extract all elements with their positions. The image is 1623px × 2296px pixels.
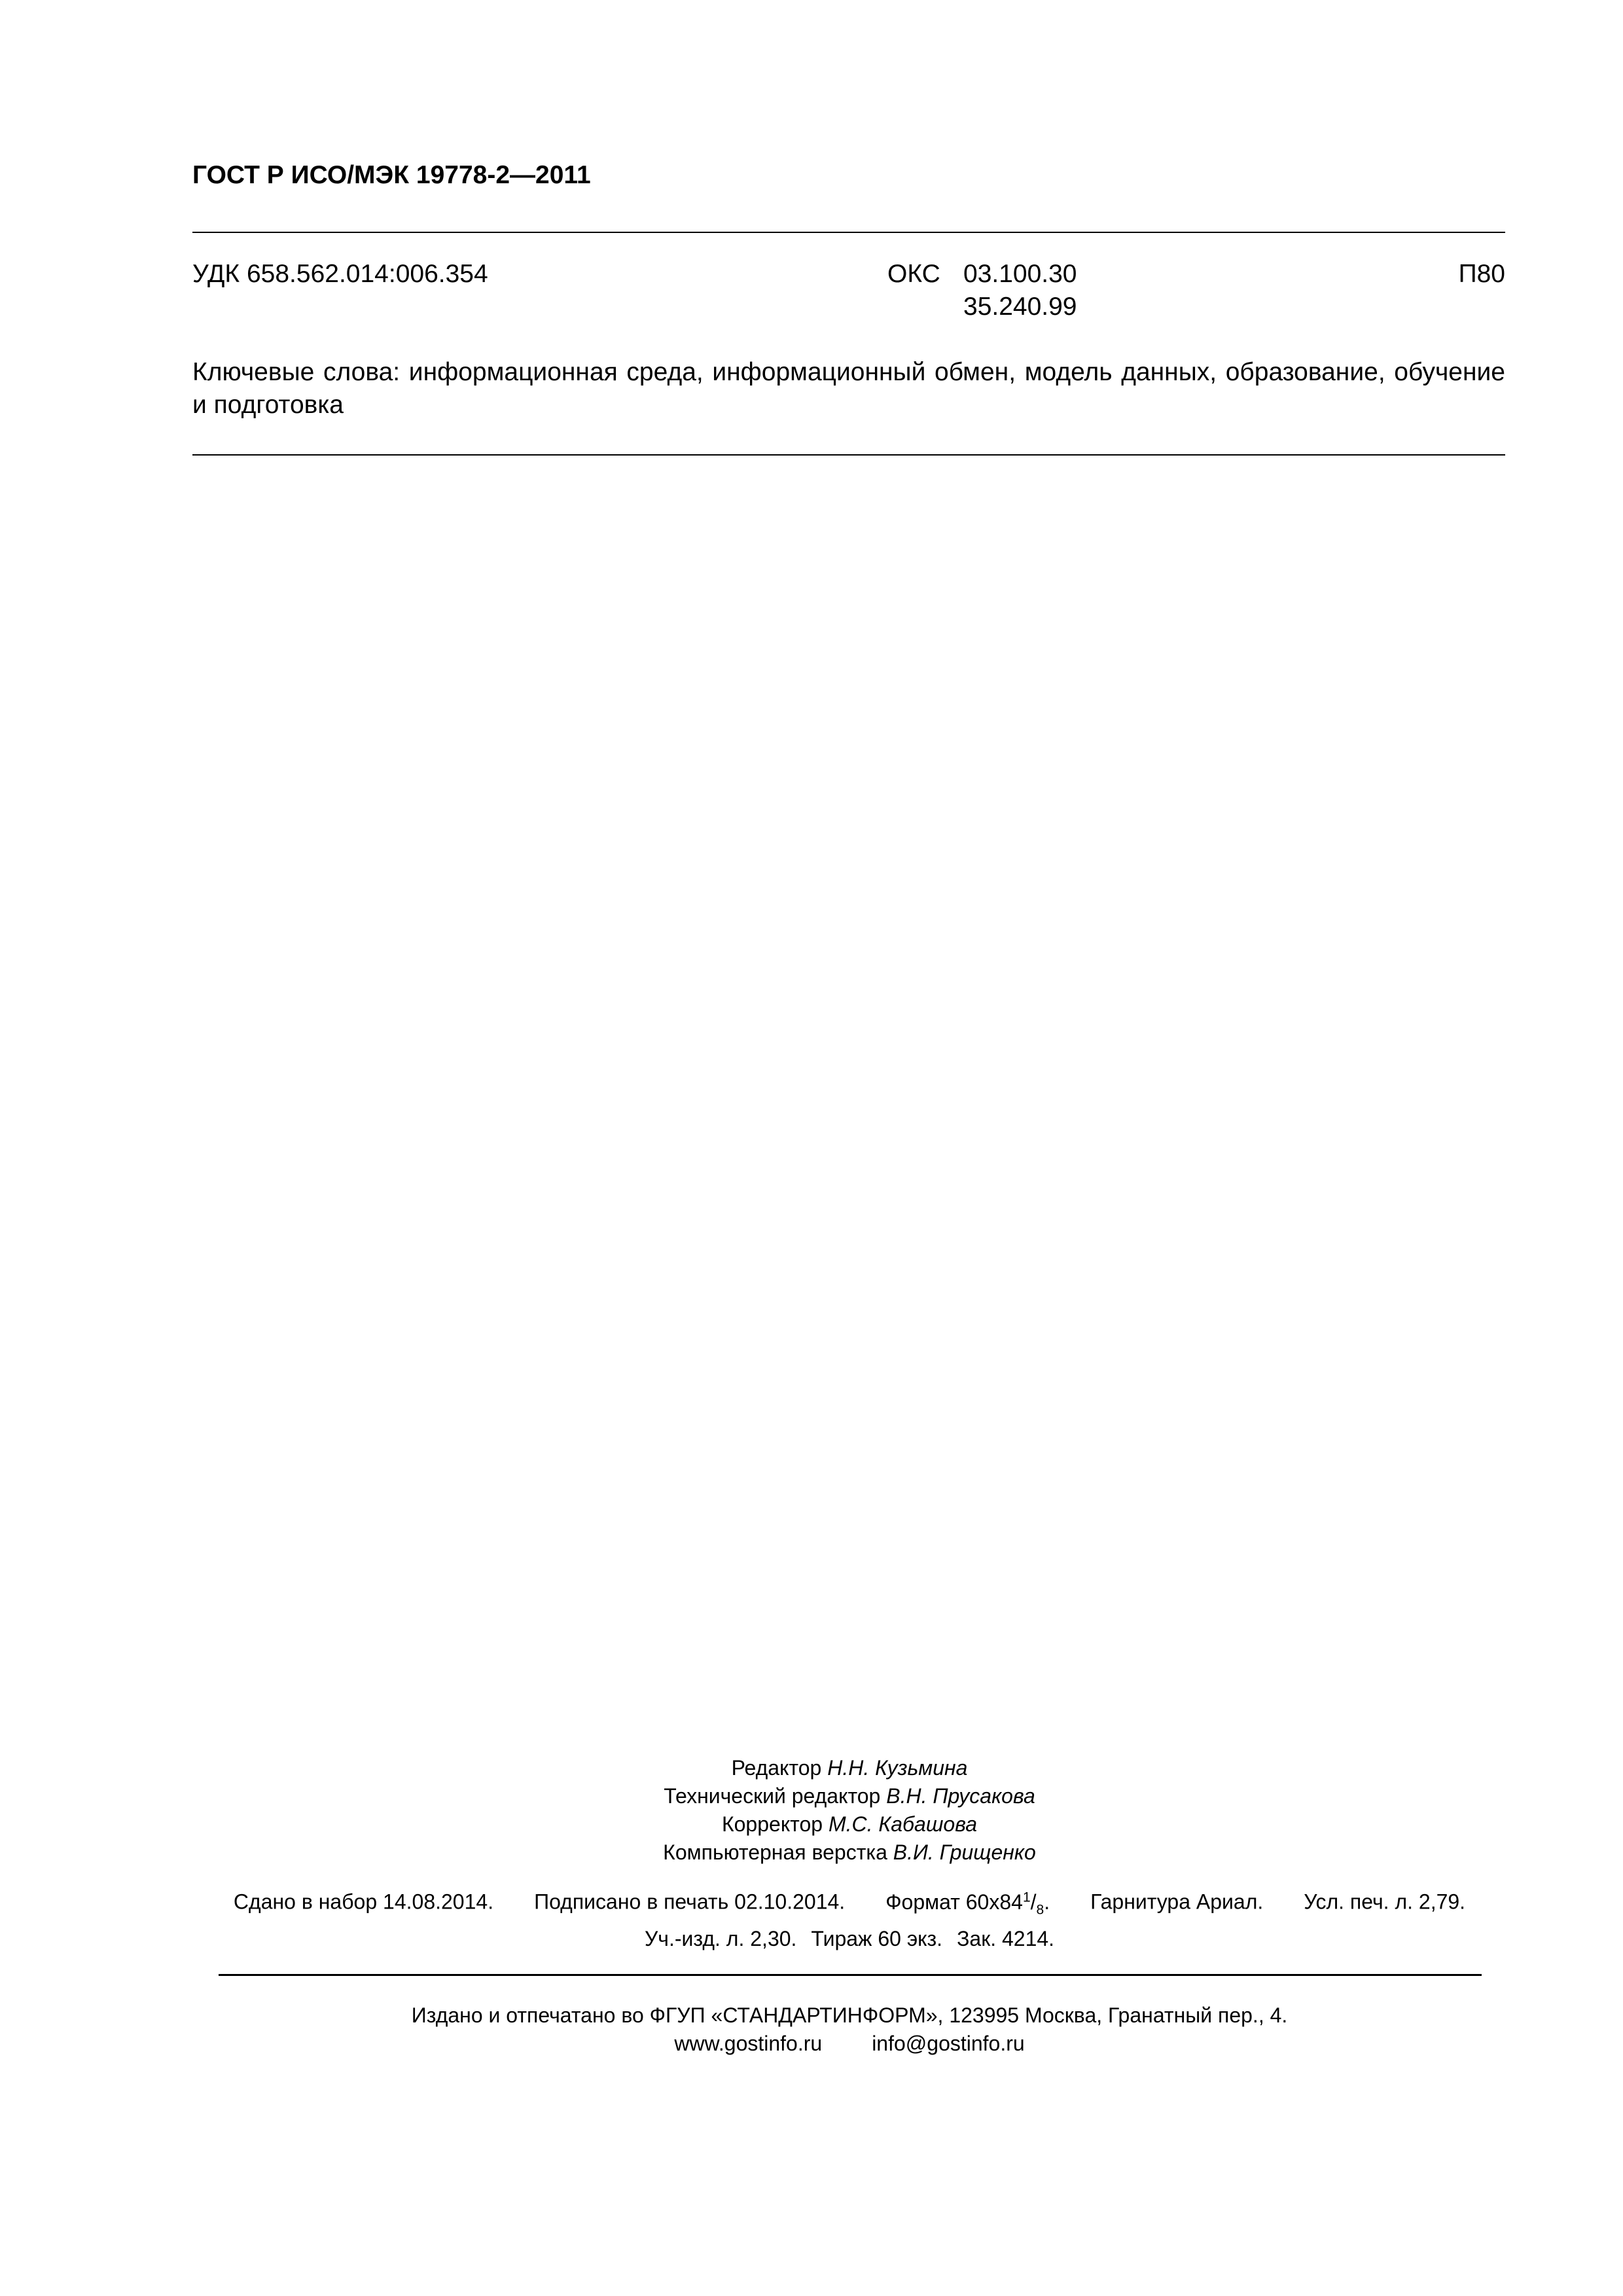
circulation: Тираж 60 экз. <box>811 1927 943 1951</box>
publisher-address: Издано и отпечатано во ФГУП «СТАНДАРТИНФОРМ», 123995 Москва, Гранатный пер., 4. <box>411 2003 1288 2027</box>
credit-person: В.Н. Прусакова <box>886 1784 1035 1808</box>
top-divider <box>192 232 1505 233</box>
credit-role: Компьютерная верстка <box>663 1840 887 1864</box>
signed-date: Подписано в печать 02.10.2014. <box>534 1890 846 1914</box>
credit-person: В.И. Грищенко <box>893 1840 1036 1864</box>
group-code: П80 <box>1458 260 1505 288</box>
credit-proofreader <box>0 1810 1623 1839</box>
printing-line-1 <box>0 1882 1623 1924</box>
website-link[interactable]: www.gostinfo.ru <box>674 2032 823 2055</box>
credit-technical-editor <box>0 1782 1623 1810</box>
credit-person: М.С. Кабашова <box>828 1812 977 1836</box>
publisher-sheets: Уч.-изд. л. 2,30. <box>644 1927 797 1951</box>
printing-line-2 <box>0 1924 1623 1954</box>
typeface: Гарнитура Ариал. <box>1090 1890 1264 1914</box>
order-number: Зак. 4214. <box>957 1927 1055 1951</box>
print-sheets: Усл. печ. л. 2,79. <box>1304 1890 1466 1914</box>
publisher-block <box>0 2001 1623 2058</box>
oks-label: ОКС <box>887 260 940 288</box>
credit-role: Корректор <box>721 1812 823 1836</box>
credit-role: Редактор <box>731 1756 822 1780</box>
credit-layout <box>0 1839 1623 1867</box>
printing-details <box>0 1882 1623 1954</box>
keywords-divider <box>192 454 1505 456</box>
credits-block <box>0 1754 1623 1867</box>
email-link[interactable]: info@gostinfo.ru <box>872 2032 1025 2055</box>
paper-format: Формат $60x84^1/_8$. <box>885 1890 1050 1918</box>
credit-editor <box>0 1754 1623 1782</box>
oks-codes <box>963 258 1077 323</box>
oks-code-2: 35.240.99 <box>963 293 1077 321</box>
submitted-date: Сдано в набор 14.08.2014. <box>233 1890 494 1914</box>
credit-person: Н.Н. Кузьмина <box>827 1756 968 1780</box>
credit-role: Технический редактор <box>664 1784 881 1808</box>
keywords: Ключевые слова: информационная среда, информационный обмен, модель данных, образование, обучение и подготовка <box>192 358 1505 419</box>
imprint-divider <box>219 1974 1482 1976</box>
document-title: ГОСТ Р ИСО/МЭК 19778-2—2011 <box>192 161 591 189</box>
udk-code: УДК 658.562.014:006.354 <box>192 260 488 288</box>
oks-code-1: 03.100.30 <box>963 260 1077 288</box>
publisher-contacts <box>0 2030 1623 2058</box>
